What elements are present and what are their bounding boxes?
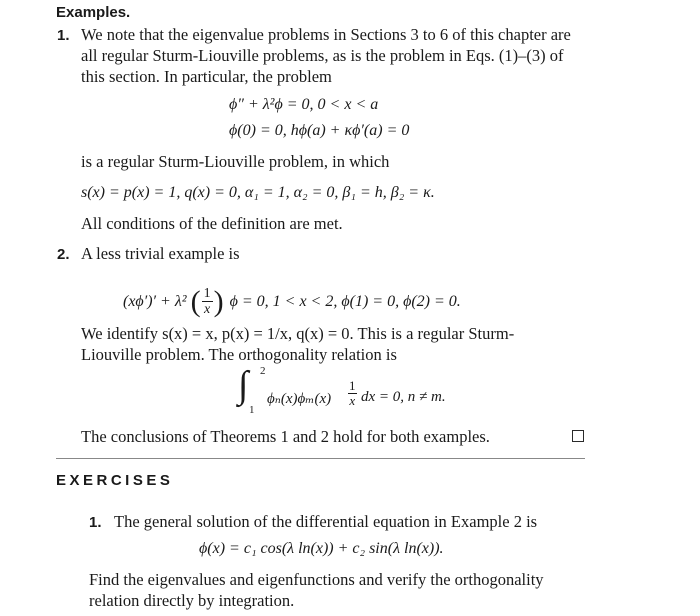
example-1-coefficients: s(x) = p(x) = 1, q(x) = 0, α₁ = 1, α₂ = 0, β₁ = h, β₂ = κ. [81,184,435,201]
example-1-number: 1. [57,27,70,44]
exercise-1-line-2: Find the eigenvalues and eigenfunctions and verify the orthogonality [89,570,544,589]
example-2-equation-right: ϕ = 0, 1 < x < 2, ϕ(1) = 0, ϕ(2) = 0. [229,292,461,310]
example-1-line-2: all regular Sturm-Liouville problems, as is the problem in Eqs. (1)–(3) of [81,46,564,65]
integral-fraction-denominator: x [349,393,356,408]
integral-fraction [348,379,357,408]
exercise-1-line-3: relation directly by integration. [89,591,295,610]
integral-integrand: ϕₙ(x)ϕₘ(x) [267,391,332,407]
exercise-1-equation: ϕ(x) = c₁ cos(λ ln(x)) + c₂ sin(λ ln(x)). [199,540,444,557]
example-2-identify-line-2: Liouville problem. The orthogonality relation is [81,345,397,364]
integral-tail: dx = 0, n ≠ m. [361,389,446,405]
orthogonality-relation [238,364,498,420]
example-2-identify-line-1: We identify s(x) = x, p(x) = 1/x, q(x) = 0. This is a regular Sturm- [81,324,515,343]
example-1-equation-2: ϕ(0) = 0, hϕ(a) + κϕ′(a) = 0 [229,122,410,139]
example-2-equation-left: (xϕ′)′ + λ² [123,292,187,310]
right-paren: ) [213,284,224,318]
example-1-equation-1: ϕ″ + λ²ϕ = 0, 0 < x < a [229,96,379,113]
example-1-after-text: is a regular Sturm-Liouville problem, in which [81,152,390,171]
integral-fraction-numerator: 1 [349,378,356,393]
example-2-fraction [202,286,213,317]
fraction-numerator: 1 [203,286,211,301]
exercise-1-number: 1. [89,514,102,531]
example-1-conclusion: All conditions of the definition are met. [81,214,343,233]
fraction-denominator: x [203,302,211,317]
left-paren: ( [190,284,201,318]
example-2-intro: A less trivial example is [81,244,240,263]
end-of-proof-square [572,430,584,442]
example-2-number: 2. [57,246,70,263]
example-2-equation [123,286,461,317]
examples-heading: Examples. [56,4,131,21]
exercises-heading: EXERCISES [56,472,174,489]
exercise-1-line-1: The general solution of the differential equation in Example 2 is [114,512,538,531]
example-1-line-3: this section. In particular, the problem [81,67,332,86]
section-divider [56,458,585,459]
integral-upper-limit: 2 [260,365,266,377]
integral-sign: ∫ [238,364,249,406]
example-1-line-1: We note that the eigenvalue problems in Sections 3 to 6 of this chapter are [81,25,571,44]
integral-lower-limit: 1 [249,404,255,416]
example-2-conclusion: The conclusions of Theorems 1 and 2 hold for both examples. [81,427,490,446]
